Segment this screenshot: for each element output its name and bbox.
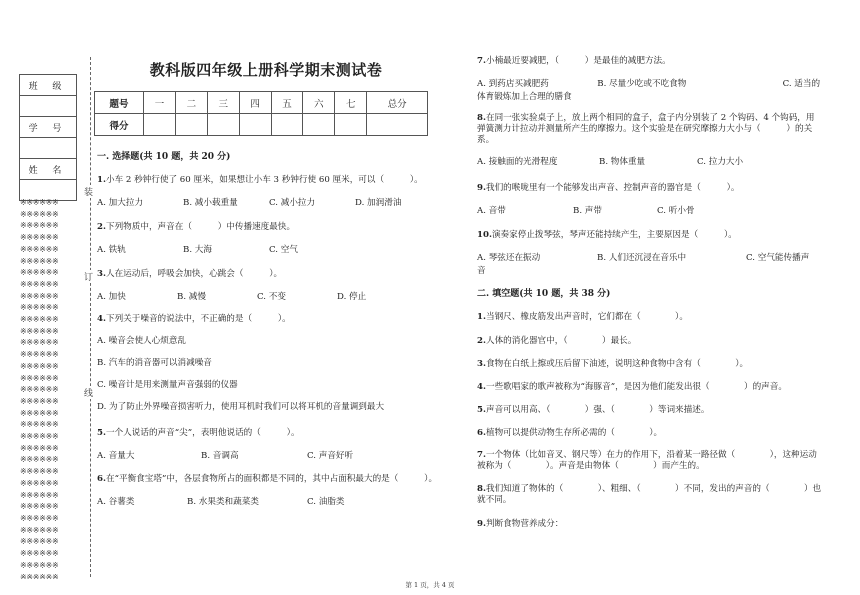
score-row-label: 得分 — [95, 114, 144, 136]
question-10 — [477, 230, 822, 277]
option[interactable]: A. 琴弦还在振动 — [477, 253, 541, 263]
name-label: 姓 名 — [20, 159, 77, 180]
option[interactable]: C. 油脂类 — [307, 497, 345, 507]
question-number: 9. — [477, 519, 486, 529]
question-number: 5. — [477, 405, 486, 415]
question-4 — [97, 314, 442, 413]
score-header-cell: 二 — [175, 92, 207, 114]
question-text: 我们知道了物体的（ ）、粗细、（ ）不同，发出的声音的（ ）也就不同。 — [477, 484, 822, 505]
score-cell[interactable] — [367, 114, 428, 136]
option[interactable]: C. 拉力大小 — [697, 157, 744, 167]
question-number: 8. — [477, 484, 486, 494]
binding-dashed-line — [90, 57, 91, 577]
question-number: 3. — [477, 359, 486, 369]
score-table — [94, 91, 428, 136]
question-number: 6. — [477, 428, 486, 438]
question-number: 8. — [477, 113, 486, 123]
option[interactable]: C. 不变 — [257, 292, 286, 302]
score-cell[interactable] — [175, 114, 207, 136]
question-text: 当钢尺、橡皮筋发出声音时，它们都在（ ）。 — [485, 312, 688, 322]
option[interactable]: B. 水果类和蔬菜类 — [187, 497, 259, 507]
option[interactable]: B. 汽车的消音器可以消减噪音 — [97, 358, 212, 368]
option-continued: 音 — [477, 266, 486, 276]
question-text: 人体的消化器官中，（ ）最长。 — [485, 336, 637, 346]
option[interactable]: A. 音带 — [477, 206, 506, 216]
student-number-label: 学 号 — [20, 117, 77, 138]
question-number: 5. — [97, 428, 106, 438]
question-8 — [477, 113, 822, 168]
fill-question-5 — [477, 405, 822, 416]
question-text: 一个人说话的声音“尖”，表明他说话的（ ）。 — [105, 428, 300, 438]
question-text: 植物可以提供动物生存所必需的（ ）。 — [485, 428, 663, 438]
question-number: 7. — [477, 56, 486, 66]
option[interactable]: C. 减小拉力 — [269, 198, 316, 208]
option[interactable]: D. 加润滑油 — [355, 198, 402, 208]
class-label: 班 级 — [20, 75, 77, 96]
question-number: 2. — [477, 336, 486, 346]
question-text: 一些歌唱家的歌声被称为“海豚音”，是因为他们能发出很（ ）的声音。 — [485, 382, 787, 392]
option[interactable]: C. 空气能传播声 — [746, 253, 810, 263]
question-2 — [97, 222, 442, 256]
binding-char-zhuang: 装 — [84, 185, 93, 198]
binding-char-xian: 线 — [84, 386, 93, 399]
option[interactable]: C. 适当的 — [782, 79, 821, 89]
score-header-cell: 题号 — [95, 92, 144, 114]
score-cell[interactable] — [239, 114, 271, 136]
score-header-cell: 五 — [271, 92, 303, 114]
option[interactable]: B. 人们还沉浸在音乐中 — [597, 253, 687, 263]
option[interactable]: A. 到药店买减肥药 — [477, 79, 549, 89]
question-number: 3. — [97, 269, 106, 279]
question-3 — [97, 269, 442, 303]
option[interactable]: D. 为了防止外界噪音损害听力，使用耳机时我们可以将耳机的音量调到最大 — [97, 402, 385, 412]
question-text: 判断食物营养成分： — [485, 519, 564, 529]
question-5 — [97, 428, 442, 462]
option[interactable]: A. 加大拉力 — [97, 198, 144, 208]
question-number: 1. — [477, 312, 486, 322]
question-1 — [97, 175, 442, 209]
score-header-cell: 总分 — [367, 92, 428, 114]
score-header-cell: 一 — [144, 92, 176, 114]
class-field[interactable] — [20, 96, 77, 117]
fill-question-1 — [477, 312, 822, 323]
question-text: 小车 2 秒钟行使了 60 厘米，如果想让小车 3 秒钟行使 60 厘米，可以（ ）。 — [105, 175, 423, 185]
option[interactable]: A. 加快 — [97, 292, 126, 302]
option[interactable]: B. 音调高 — [201, 451, 239, 461]
score-header-cell: 三 — [207, 92, 239, 114]
option[interactable]: B. 大海 — [183, 245, 212, 255]
question-text: 一个物体（比如音叉、钢尺等）在力的作用下，沿着某一路径做（ ），这种运动被称为（ ）。声音是由物体（ ）而产生的。 — [477, 450, 817, 471]
score-cell[interactable] — [303, 114, 335, 136]
fill-question-4 — [477, 382, 829, 393]
question-text: 下列关于噪音的说法中，不正确的是（ ）。 — [105, 314, 291, 324]
option[interactable]: C. 噪音计是用来测量声音强弱的仪器 — [97, 380, 238, 390]
question-text: 在同一张实验桌子上，放上两个相同的盒子，盒子内分别装了 2 个钩码、4 个钩码，用弹簧测力计拉动并测量所产生的摩擦力。这个实验是在研究摩擦力大小与（ ）的关系。 — [477, 113, 815, 145]
fill-question-6 — [477, 428, 822, 439]
question-6 — [97, 474, 442, 508]
option[interactable]: C. 听小骨 — [657, 206, 695, 216]
option[interactable]: C. 空气 — [269, 245, 298, 255]
decorative-star-pattern: ※※※※※※ ※※※※※※ ※※※※※※ ※※※※※※ ※※※※※※ ※※※※※※ ※※※※※※ ※※※※※※ ※※※※※※ ※※※※※※ ※※※※※※ ※※※※※※ ※※※※※※ ※※※※※※ ※※※※※※ ※※※※※※ ※※※※※※ ※※※※※※ ※※※※※※ ※※※※※※ ※※※※※※ ※※※※※※ ※※※※※※ ※※※※※※ ※※※※※※ ※※※※※※ ※※※※※※ ※※※※※※ ※※※※※※ ※※※※※※ ※※※※※※ ※※※※※※ ※※※※※※ — [20, 198, 59, 579]
question-number: 4. — [477, 382, 486, 392]
student-number-field[interactable] — [20, 138, 77, 159]
option[interactable]: A. 噪音会使人心烦意乱 — [97, 336, 187, 346]
question-text: 声音可以用高、（ ）强、（ ）等词来描述。 — [485, 405, 710, 415]
option[interactable]: B. 尽量少吃或不吃食物 — [597, 79, 687, 89]
question-number: 2. — [97, 222, 106, 232]
score-cell[interactable] — [335, 114, 367, 136]
option[interactable]: B. 声带 — [573, 206, 602, 216]
section-heading: 一. 选择题(共 10 题，共 20 分) — [97, 152, 231, 162]
fill-question-7 — [477, 450, 822, 472]
page-footer: 第 1 页，共 4 页 — [405, 581, 455, 589]
option[interactable]: A. 音量大 — [97, 451, 135, 461]
question-number: 9. — [477, 183, 486, 193]
score-header-cell: 七 — [335, 92, 367, 114]
option[interactable]: A. 接触面的光滑程度 — [477, 157, 558, 167]
score-cell[interactable] — [144, 114, 176, 136]
question-text: 小楠最近要减肥，（ ）是最佳的减肥方法。 — [485, 56, 671, 66]
question-number: 7. — [477, 450, 486, 460]
student-info-table — [19, 74, 77, 201]
score-header-cell: 六 — [303, 92, 335, 114]
option[interactable]: B. 减慢 — [177, 292, 206, 302]
question-text: 演奏家停止拨琴弦，琴声还能持续产生，主要原因是（ ）。 — [491, 230, 737, 240]
question-9 — [477, 183, 822, 217]
question-text: 我们的喉咙里有一个能够发出声音、控制声音的器官是（ ）。 — [485, 183, 740, 193]
fill-question-8 — [477, 484, 822, 506]
question-number: 6. — [97, 474, 106, 484]
question-text: 在“平衡食宝塔”中，各层食物所占的面积都是不同的，其中占面积最大的是（ ）。 — [105, 474, 438, 484]
option[interactable]: C. 声音好听 — [307, 451, 354, 461]
score-header-cell: 四 — [239, 92, 271, 114]
section-heading: 二. 填空题(共 10 题，共 38 分) — [477, 289, 611, 299]
option[interactable]: D. 停止 — [337, 292, 367, 302]
binding-char-ding: 订 — [84, 270, 93, 283]
question-text: 人在运动后，呼吸会加快，心跳会（ ）。 — [105, 269, 283, 279]
question-text: 食物在白纸上擦或压后留下油迹，说明这种食物中含有（ ）。 — [485, 359, 749, 369]
option[interactable]: A. 谷薯类 — [97, 497, 135, 507]
question-text: 下列物质中，声音在（ ）中传播速度最快。 — [105, 222, 296, 232]
question-number: 1. — [97, 175, 106, 185]
fill-question-2 — [477, 336, 822, 347]
exam-title: 教科版四年级上册科学期末测试卷 — [149, 61, 383, 79]
option[interactable]: B. 减小载重量 — [183, 198, 238, 208]
option-continued: 体育锻炼加上合理的膳食 — [477, 92, 572, 102]
fill-question-3 — [477, 359, 822, 370]
fill-question-9 — [477, 519, 822, 530]
question-number: 10. — [477, 230, 492, 240]
score-cell[interactable] — [207, 114, 239, 136]
score-cell[interactable] — [271, 114, 303, 136]
option[interactable]: B. 物体重量 — [599, 157, 646, 167]
question-7 — [477, 56, 822, 103]
option[interactable]: A. 铁轨 — [97, 245, 126, 255]
question-number: 4. — [97, 314, 106, 324]
